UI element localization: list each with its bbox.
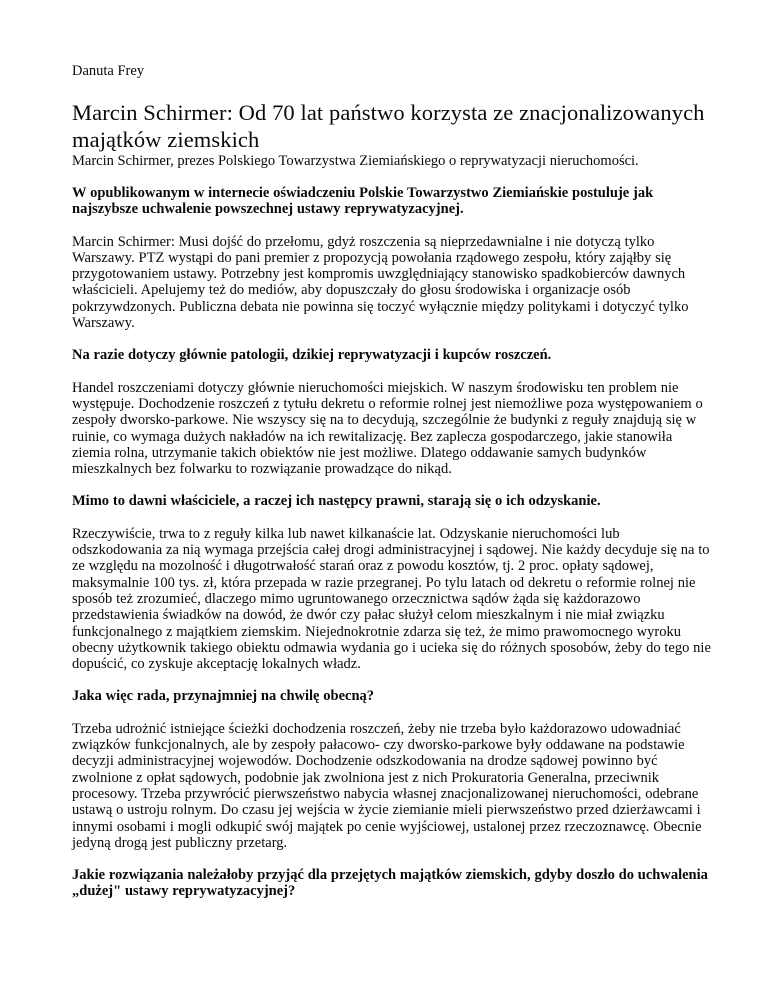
author-byline: Danuta Frey [72, 63, 145, 79]
article-subtitle: Marcin Schirmer, prezes Polskiego Towarzystwa Ziemiańskiego o reprywatyzacji nieruchomości. [72, 153, 639, 169]
interview-answer: Trzeba udrożnić istniejące ścieżki dochodzenia roszczeń, żeby nie trzeba było każdorazowo udowadniać związków funkcjonalnych, ale by zespoły pałacowo- czy dworsko-parkowe były oddawane na podstawie decyzji administracyjnej wojewodów. Dochodzenie odszkodowania na drodze sądowej powinno być zwolnione z opłat sądowych, podobnie jak zwolniona jest z nich Prokuratoria Generalna, przeciwnik procesowy. Trzeba przywrócić pierwszeństwo nabycia własnej znacjonalizowanej nieruchomości, odebrane ustawą o ustroju rolnym. Do czasu jej wejścia w życie ziemianie mieli pierwszeństwo przed dzierżawcami i innymi osobami i mogli odkupić swój majątek po cenie wyjściowej, ustalonej przez rzeczoznawcę. Obecnie jedyną drogą jest publiczny przetarg. [72, 720, 702, 851]
article [72, 63, 712, 900]
interview-answer: Handel roszczeniami dotyczy głównie nieruchomości miejskich. W naszym środowisku ten problem nie występuje. Dochodzenie roszczeń z tytułu dekretu o reformie rolnej jest niemożliwe poza występowaniem o zespoły dworsko-parkowe. Nie wszyscy się na to decydują, szczególnie że budynki z reguły znajdują się w ruinie, co wymaga dużych nakładów na ich rewitalizację. Bez zaplecza gospodarczego, jakie stanowiła ziemia rolna, utrzymanie takich obiektów nie jest możliwe. Dlatego oddawanie samych budynków mieszkalnych bez folwarku to rozwiązanie prowadzące do nikąd. [72, 379, 703, 478]
interview-answer: Marcin Schirmer: Musi dojść do przełomu, gdyż roszczenia są nieprzedawnialne i nie dotyczą tylko Warszawy. PTZ wystąpi do pani premier z propozycją powołania rządowego zespołu, który zająłby się przygotowaniem ustawy. Potrzebny jest kompromis uwzględniający stanowisko spadkobierców dawnych właścicieli. Apelujemy też do mediów, aby dopuszczały do głosu środowiska i organizacje osób pokrzywdzonych. Publiczna debata nie powinna się toczyć wyłącznie między politykami i dotyczyć tylko Warszawy. [72, 233, 689, 332]
interview-question: W opublikowanym w internecie oświadczeniu Polskie Towarzystwo Ziemiańskie postuluje jak najszybsze uchwalenie powszechnej ustawy reprywatyzacyjnej. [72, 185, 654, 218]
article-title: Marcin Schirmer: Od 70 lat państwo korzysta ze znacjonalizowanych majątków ziemskich [72, 100, 705, 152]
interview-question: Mimo to dawni właściciele, a raczej ich następcy prawni, starają się o ich odzyskanie. [72, 493, 601, 510]
interview-question: Jakie rozwiązania należałoby przyjąć dla przejętych majątków ziemskich, gdyby doszło do uchwalenia „dużej" ustawy reprywatyzacyjnej? [72, 867, 708, 900]
interview-question: Na razie dotyczy głównie patologii, dzikiej reprywatyzacji i kupców roszczeń. [72, 347, 552, 364]
interview-question: Jaka więc rada, przynajmniej na chwilę obecną? [72, 688, 375, 705]
interview-answer: Rzeczywiście, trwa to z reguły kilka lub nawet kilkanaście lat. Odzyskanie nieruchomości lub odszkodowania za nią wymaga przejścia całej drogi administracyjnej i sądowej. Nie każdy decyduje się na to ze względu na mozolność i długotrwałość starań oraz z powodu kosztów, tj. 2 proc. opłaty sądowej, maksymalnie 100 tys. zł, która przepada w razie przegranej. Po tylu latach od dekretu o reformie rolnej nie sposób też zrozumieć, dlaczego mimo ugruntowanego orzecznictwa sądów żąda się każdorazowo przedstawienia świadków na dowód, że dwór czy pałac służył celom mieszkalnym i nie miał związku funkcjonalnego z majątkiem ziemskim. Niejednokrotnie zdarza się też, że mimo prawomocnego wyroku obecny użytkownik takiego obiektu odmawia wydania go i ucieka się do różnych sposobów, żeby do tego nie dopuścić, co zyskuje akceptację lokalnych władz. [72, 525, 711, 673]
